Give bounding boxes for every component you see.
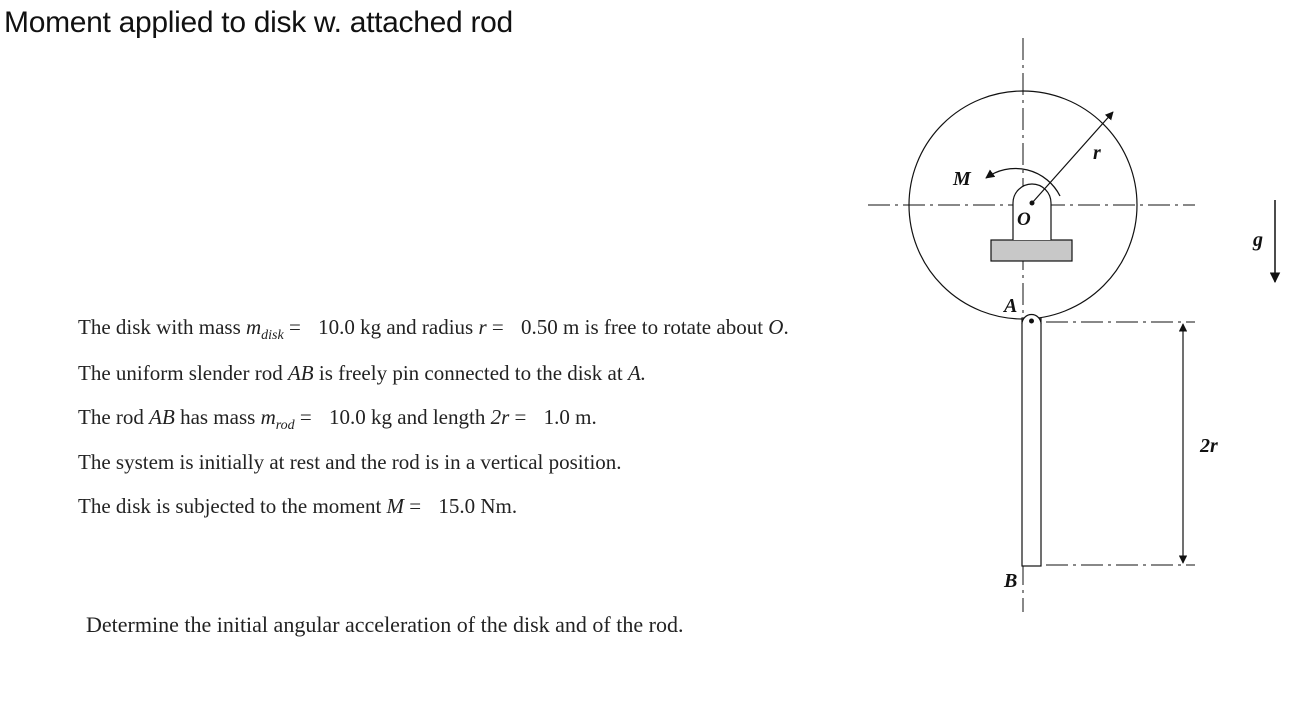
rod-length-value: 1.0 m. [543,405,597,429]
disk-radius-value: 0.50 m [521,315,580,339]
pivot-symbol: O [768,315,784,339]
label-radius: r [1093,142,1101,164]
rod-pin-prefix: The uniform slender rod [78,361,283,385]
period: . [783,315,789,339]
equals-sign: = [288,315,301,339]
label-length-2r: 2r [1200,435,1218,457]
mass-symbol: m [246,315,262,339]
mass-symbol: m [260,405,276,429]
moment-value: 15.0 Nm. [438,494,518,518]
equals-sign: = [299,405,312,429]
moment-symbol: M [386,494,405,518]
rod-mass-prefix: The rod [78,405,144,429]
mass-subscript: rod [275,418,295,433]
rod-pin-mid: is freely pin connected to the disk at [318,361,623,385]
disk-mid-text: and radius [386,315,474,339]
radius-symbol: r [478,315,487,339]
label-point-a: A [1004,295,1018,317]
rod-mass-mid: has mass [180,405,256,429]
rod-mass-value: 10.0 kg [329,405,393,429]
radius-arrow [1032,112,1113,203]
mass-subscript: disk [261,328,284,343]
disk-prefix: The disk with mass [78,315,241,339]
disk-suffix: is free to rotate about [584,315,764,339]
rod-symbol: AB [287,361,314,385]
label-gravity: g [1253,229,1263,251]
label-point-b: B [1004,570,1018,592]
equals-sign: = [514,405,527,429]
statement-initial-state: The system is initially at rest and the rod is in a vertical position. [78,450,622,474]
moment-prefix: The disk is subjected to the moment [78,494,382,518]
label-pivot-o: O [1017,209,1031,230]
equals-sign: = [409,494,422,518]
rod [1022,318,1041,566]
question-text: Determine the initial angular acceleration of the disk and of the rod. [86,612,684,637]
equals-sign: = [491,315,504,339]
pin-a [1029,319,1034,324]
length-symbol: 2r [490,405,510,429]
rod-length-text: and length [397,405,486,429]
rod-symbol: AB [149,405,175,429]
disk-mass-value: 10.0 kg [318,315,382,339]
slide-title: Moment applied to disk w. attached rod [4,6,513,39]
point-symbol: A. [627,361,647,385]
label-moment: M [953,168,971,190]
support-base [991,240,1072,261]
